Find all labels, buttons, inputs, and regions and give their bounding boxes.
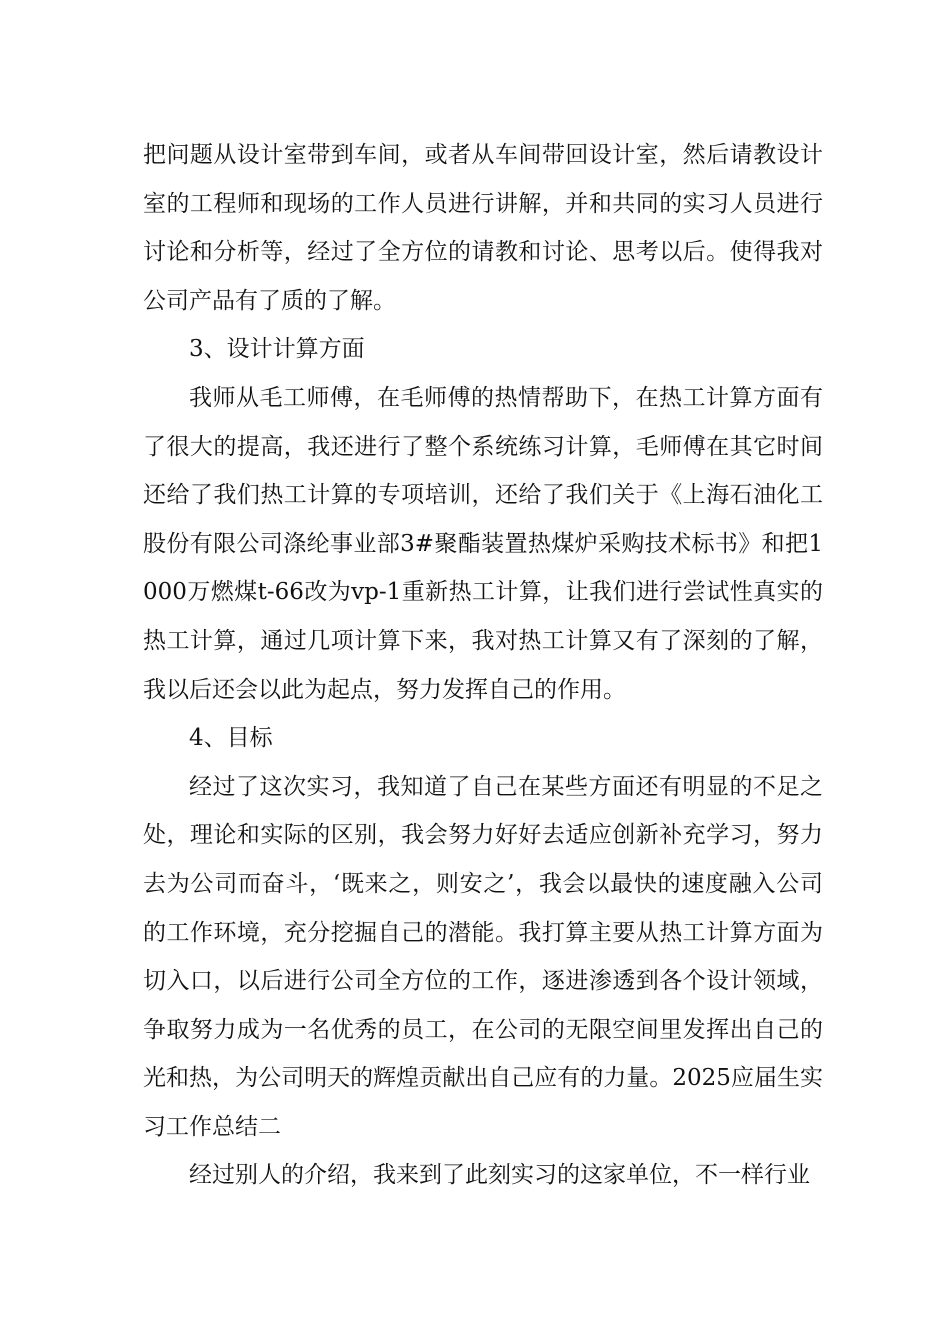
paragraph-goal: 经过了这次实习，我知道了自己在某些方面还有明显的不足之处，理论和实际的区别，我会努力好好去适应创新补充学习，努力去为公司而奋斗，‘既来之，则安之’，我会以最快的速度融入公司的工作环境，充分挖掘自己的潜能。我打算主要从热工计算方面为切入口，以后进行公司全方位的工作，逐进渗透到各个设计领域，争取努力成为一名优秀的员工，在公司的无限空间里发挥出自己的光和热，为公司明天的辉煌贡献出自己应有的力量。2025应届生实习工作总结二 <box>143 773 823 1140</box>
paragraph-summary-two: 经过别人的介绍，我来到了此刻实习的这家单位，不一样行业 <box>189 1162 810 1189</box>
section-heading-goal: 4、目标 <box>189 725 273 752</box>
document-body <box>143 131 823 1200</box>
paragraph-design-calculation: 我师从毛工师傅，在毛师傅的热情帮助下，在热工计算方面有了很大的提高，我还进行了整个系统练习计算，毛师傅在其它时间还给了我们热工计算的专项培训，还给了我们关于《上海石油化工股份有限公司涤纶事业部3#聚酯装置热煤炉采购技术标书》和把1000万燃煤t-66改为vp-1重新热工计算，让我们进行尝试性真实的热工计算，通过几项计算下来，我对热工计算又有了深刻的了解，我以后还会以此为起点，努力发挥自己的作用。 <box>143 384 823 703</box>
section-heading-design-calculation: 3、设计计算方面 <box>189 336 365 363</box>
paragraph-intro: 把问题从设计室带到车间，或者从车间带回设计室，然后请教设计室的工程师和现场的工作人员进行讲解，并和共同的实习人员进行讨论和分析等，经过了全方位的请教和讨论、思考以后。使得我对公司产品有了质的了解。 <box>143 142 823 314</box>
